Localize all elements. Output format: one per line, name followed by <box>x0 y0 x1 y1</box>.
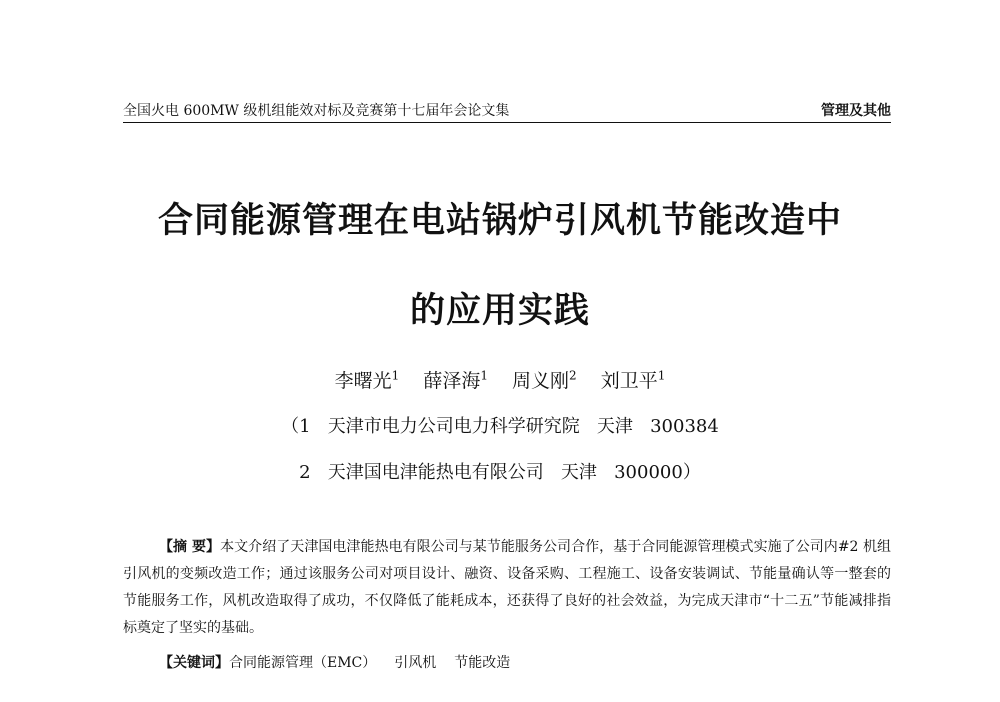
author-list <box>0 366 1000 393</box>
paper-title-line-1: 合同能源管理在电站锅炉引风机节能改造中 <box>157 201 842 241</box>
author: 李曙光$^1$ <box>334 368 400 392</box>
paper-title-line-2: 的应用实践 <box>409 291 590 331</box>
abstract-text: 本文介绍了天津国电津能热电有限公司与某节能服务公司合作，基于合同能源管理模式实施了公司内#2 机组引风机的变频改造工作；通过该服务公司对项目设计、融资、设备采购、工程施工、设备安装调试、节能量确认等一整套的节能服务工作，风机改造取得了成功，不仅降低了能耗成本，还获得了良好的社会效益，为完成天津市“十二五”节能减排指标奠定了坚实的基础。 <box>123 539 891 636</box>
keyword: 引风机 <box>394 655 437 671</box>
running-header <box>123 100 891 123</box>
affiliation-1: （1 天津市电力公司电力科学研究院 天津 300384 <box>281 416 719 437</box>
keyword: 合同能源管理（EMC） <box>229 655 377 671</box>
section-name: 管理及其他 <box>821 103 891 119</box>
abstract <box>123 534 891 642</box>
keywords-label: 【关键词】 <box>159 655 229 671</box>
abstract-label: 【摘 要】 <box>159 539 221 555</box>
keyword: 节能改造 <box>454 655 511 671</box>
affiliation-2: 2 天津国电津能热电有限公司 天津 300000） <box>299 462 701 483</box>
keywords <box>159 652 528 674</box>
author: 薛泽海$^1$ <box>423 368 488 392</box>
author: 周义刚$^2$ <box>512 368 577 392</box>
journal-name: 全国火电 600MW 级机组能效对标及竞赛第十七届年会论文集 <box>123 103 510 119</box>
author: 刘卫平$^1$ <box>600 368 666 392</box>
